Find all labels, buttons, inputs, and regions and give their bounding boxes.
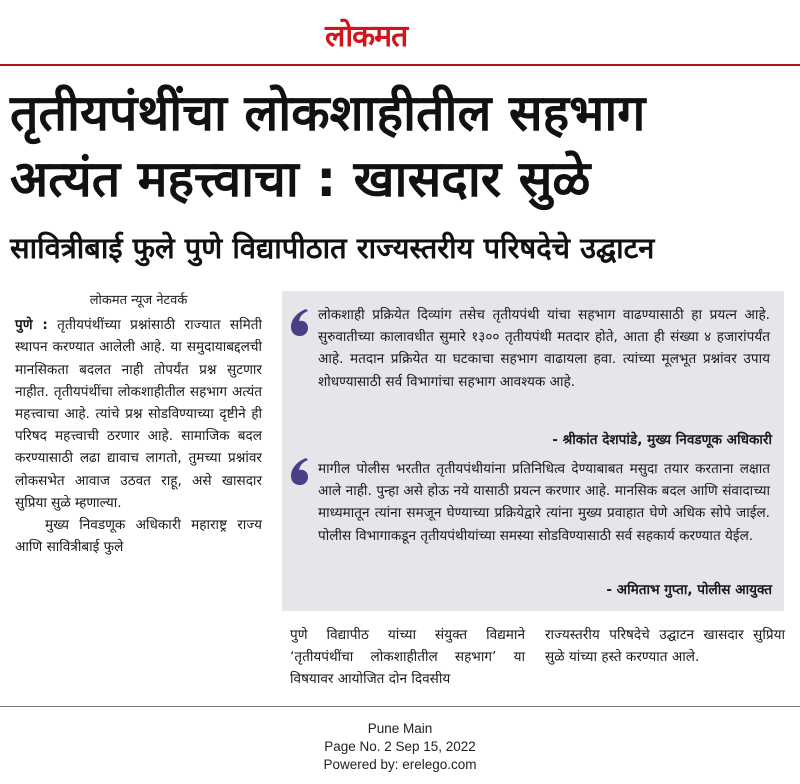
quote-attribution-1: - श्रीकांत देशपांडे, मुख्य निवडणूक अधिकारी: [552, 432, 772, 448]
article-column-1: [15, 290, 262, 558]
masthead-divider: [0, 64, 800, 66]
powered-by-link[interactable]: Powered by: erelego.com: [323, 757, 477, 772]
edition-name: Pune Main: [367, 721, 433, 736]
dateline: पुणे :: [15, 317, 48, 334]
headline-line-1: तृतीयपंथींचा लोकशाहीतील सहभाग: [10, 84, 646, 142]
article-column-2: पुणे विद्यापीठ यांच्या संयुक्त विद्यमाने ‘तृतीयपंथींचा लोकशाहीतील सहभाग’ या विषयावर आयोजित दोन दिवसीय: [290, 627, 525, 688]
quote-box: [282, 291, 784, 611]
article-column-3: राज्यस्तरीय परिषदेचे उद्घाटन खासदार सुप्रिया सुळे यांच्या हस्ते करण्यात आले.: [545, 627, 785, 666]
byline: लोकमत न्यूज नेटवर्क: [89, 293, 188, 308]
masthead: [0, 0, 800, 62]
subheadline: सावित्रीबाई फुले पुणे विद्यापीठात राज्यस्तरीय परिषदेचे उद्घाटन: [10, 231, 655, 265]
quote-text-1: लोकशाही प्रक्रियेत दिव्यांग तसेच तृतीयपंथी यांचा सहभाग वाढण्यासाठी हा प्रयत्न आहे. सुरुवातीच्या कालावधीत सुमारे १३०० तृतीयपंथी मतदार होते, आता ही संख्या ४ हजारांपर्यंत आहे. मतदान प्रक्रियेत या घटकाचा सहभाग वाढायला हवा. त्यांच्या मूलभूत प्रश्नांवर उपाय शोधण्यासाठी सर्व विभागांचा सहभाग आवश्यक आहे.: [318, 307, 770, 390]
quote-mark-icon: [288, 456, 312, 486]
article-paragraph-2: मुख्य निवडणूक अधिकारी महाराष्ट्र राज्य आणि सावित्रीबाई फुले: [15, 517, 262, 556]
page-footer: [0, 706, 800, 784]
article-paragraph-1: तृतीयपंथींच्या प्रश्नांसाठी राज्यात समिती स्थापन करण्यात आलेली आहे. या समुदायाबद्दलची मानसिकता बदलत नाही तोपर्यंत प्रश्न सुटणार नाहीत. तृतीयपंथींचा लोकशाहीतील सहभाग अत्यंत महत्त्वाचा आहे. त्यांचे प्रश्न सोडविण्याच्या दृष्टीने ही परिषद महत्त्वाची ठरणार आहे. सामाजिक बदल करण्यासाठी लढा द्यावाच लागतो, तुमच्या प्रश्नांवर लोकसभेत आवाज उठवत राहू, असे खासदार सुप्रिया सुळे म्हणाल्या.: [15, 317, 263, 511]
quote-attribution-2: - अमिताभ गुप्ता, पोलीस आयुक्त: [606, 582, 772, 598]
quote-text-2: मागील पोलीस भरतीत तृतीयपंथीयांना प्रतिनिधित्व देण्याबाबत मसुदा तयार करताना लक्षात आले नाही. पुन्हा असे होऊ नये यासाठी प्रयत्न करणार आहे. मानसिक बदल आणि संवादाच्या माध्यमातून त्यांना समजून घेण्याच्या प्रक्रियेद्वारे त्यांना मुख्य प्रवाहात घेणे अधिक सोपे जाईल. पोलीस विभागाकडून तृतीयपंथीयांच्या समस्या सोडविण्यासाठी सर्व सहकार्य करण्यात येईल.: [318, 461, 770, 544]
newspaper-logo: लोकमत: [325, 19, 408, 54]
headline-line-2: अत्यंत महत्त्वाचा : खासदार सुळे: [10, 150, 591, 208]
page-and-date: Page No. 2 Sep 15, 2022: [324, 739, 476, 754]
quote-mark-icon: [288, 307, 312, 337]
